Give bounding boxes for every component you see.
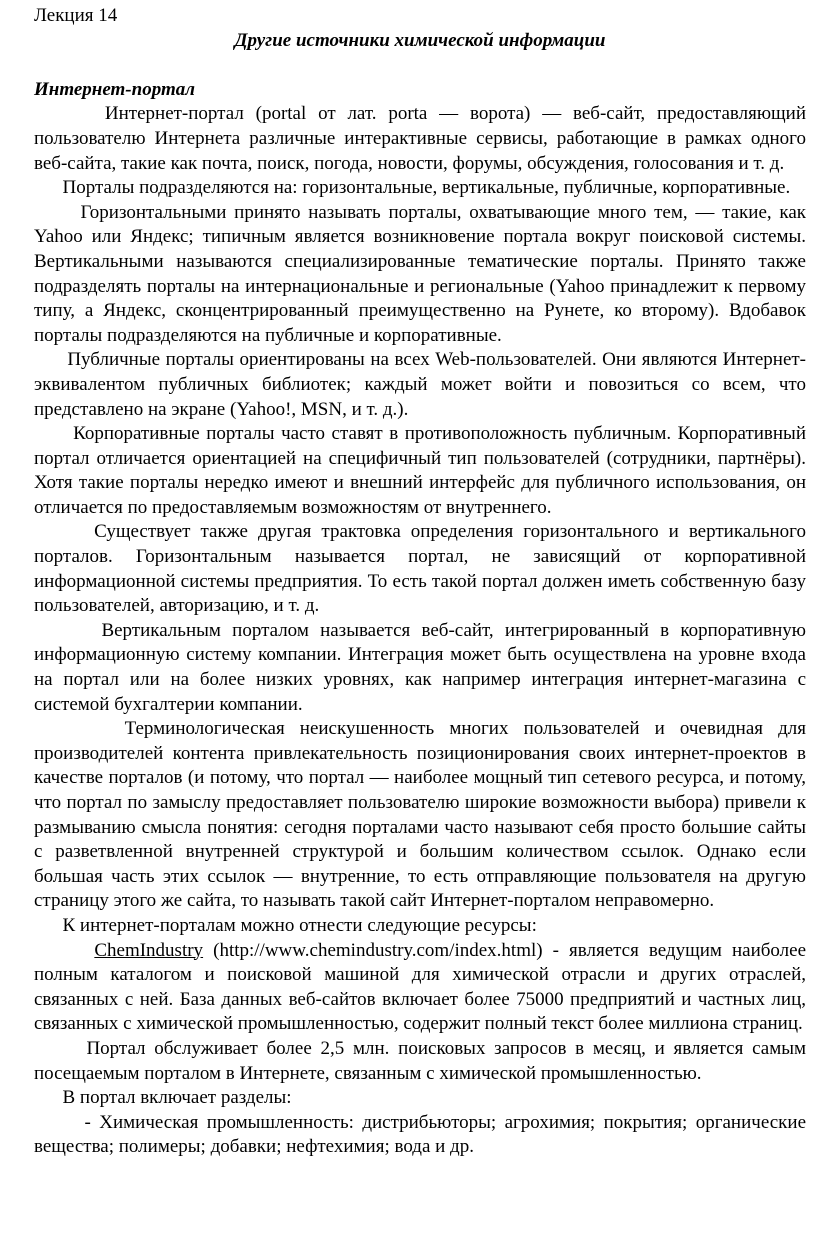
paragraph-other-interpretation	[34, 520, 806, 618]
paragraph-horizontal	[34, 201, 806, 349]
paragraph-chemindustry	[34, 939, 806, 1037]
paragraph-portal-stats	[34, 1037, 806, 1086]
paragraph-public	[34, 348, 806, 422]
paragraph-text: К интернет-порталам можно отнести следующие ресурсы:	[62, 914, 537, 936]
paragraph-text: Вертикальным порталом называется веб-сайт, интегрированный в корпоративную информационную систему компании. Интеграция может быть осуществлена на уровне входа на портал или на более низких уровнях, как например интеграция интернет-магазина с системой бухгалтерии компании.	[34, 619, 806, 715]
chemindustry-link[interactable]: ChemIndustry	[94, 939, 204, 961]
paragraph-terminology	[34, 717, 806, 914]
paragraph-text: Публичные порталы ориентированы на всех Web-пользователей. Они являются Интернет-эквивалентом публичных библиотек; каждый может войти и повозиться со всем, что представлено на экране (Yahoo!, MSN, и т. д.).	[34, 349, 807, 420]
paragraph-text: Терминологическая неискушенность многих пользователей и очевидная для производителей контента привлекательность позиционирования своих интернет-проектов в качестве порталов (и потому, что портал — наиболее мощный тип сетевого ресурса, и потому, что портал по замыслу предоставляет пользователю широкие возможности выбора) привели к размыванию смысла понятия: сегодня порталами часто называют себя просто большие сайты с разветвленной внутренней структурой и большим количеством ссылок. Однако если большая часть этих ссылок — внутренние, то есть отправляющие пользователя на другую страницу этого же сайта, то называть такой сайт Интернет-порталом неправомерно.	[34, 718, 806, 912]
paragraph-text: Горизонтальными принято называть порталы, охватывающие много тем, — такие, как Yahoo или Яндекс; типичным является возникновение портала вокруг поисковой системы. Вертикальными называются специализированные тематические порталы. Принято также подразделять порталы на интернациональные и региональные (Yahoo принадлежит к первому типу, а Яндекс, сконцентрированный преимущественно на Рунете, ко второму). Вдобавок порталы подразделяются на публичные и корпоративные.	[34, 201, 806, 346]
document-title: Другие источники химической информации	[234, 29, 606, 51]
chemindustry-description: (http://www.chemindustry.com/index.html) - является ведущим наиболее полным каталогом и поисковой машиной для химической отрасли и других отраслей, связанных с ней. База данных веб-сайтов включает более 75000 предприятий и частных лиц, связанных с химической промышленностью, содержит полный текст более миллиона страниц.	[34, 939, 807, 1035]
paragraph-text: Корпоративные порталы часто ставят в противоположность публичным. Корпоративный портал отличается ориентацией на специфичный тип пользователей (сотрудники, партнёры). Хотя такие порталы нередко имеют и внешний интерфейс для публичного использования, он отличается по предоставляемым возможностям от внутреннего.	[34, 423, 806, 518]
spacer	[34, 53, 806, 78]
paragraph-text: Порталы подразделяются на: горизонтальные, вертикальные, публичные, корпоративные.	[62, 177, 791, 199]
lecture-label: Лекция 14	[34, 5, 118, 26]
list-item-text: - Химическая промышленность: дистрибьюторы; агрохимия; покрытия; органические вещества; полимеры; добавки; нефтехимия; вода и др.	[34, 1111, 806, 1158]
list-item-sections	[34, 1111, 806, 1160]
paragraph-vertical	[34, 619, 806, 717]
paragraph-text: Интернет-портал (portal от лат. porta — ворота) — веб-сайт, предоставляющий пользователю Интернета различные интерактивные сервисы, работающие в рамках одного веб-сайта, такие как почта, поиск, погода, новости, форумы, обсуждения, голосования и т. д.	[34, 103, 806, 174]
paragraph-corporate	[34, 422, 806, 520]
paragraph-text: Существует также другая трактовка определения горизонтального и вертикального порталов. Горизонтальным называется портал, не зависящий от корпоративной информационной системы предприятия. То есть такой портал должен иметь собственную базу пользователей, авторизацию, и т. д.	[34, 521, 807, 617]
paragraph-resources-intro	[34, 914, 806, 939]
paragraph-definition	[34, 102, 806, 176]
paragraph-text: В портал включает разделы:	[62, 1087, 292, 1109]
paragraph-types	[34, 176, 806, 201]
paragraph-text: Портал обслуживает более 2,5 млн. поисковых запросов в месяц, и является самым посещаемым порталом в Интернете, связанным с химической промышленностью.	[34, 1037, 807, 1084]
section-heading: Интернет-портал	[34, 78, 195, 100]
paragraph-sections-intro	[34, 1086, 806, 1111]
